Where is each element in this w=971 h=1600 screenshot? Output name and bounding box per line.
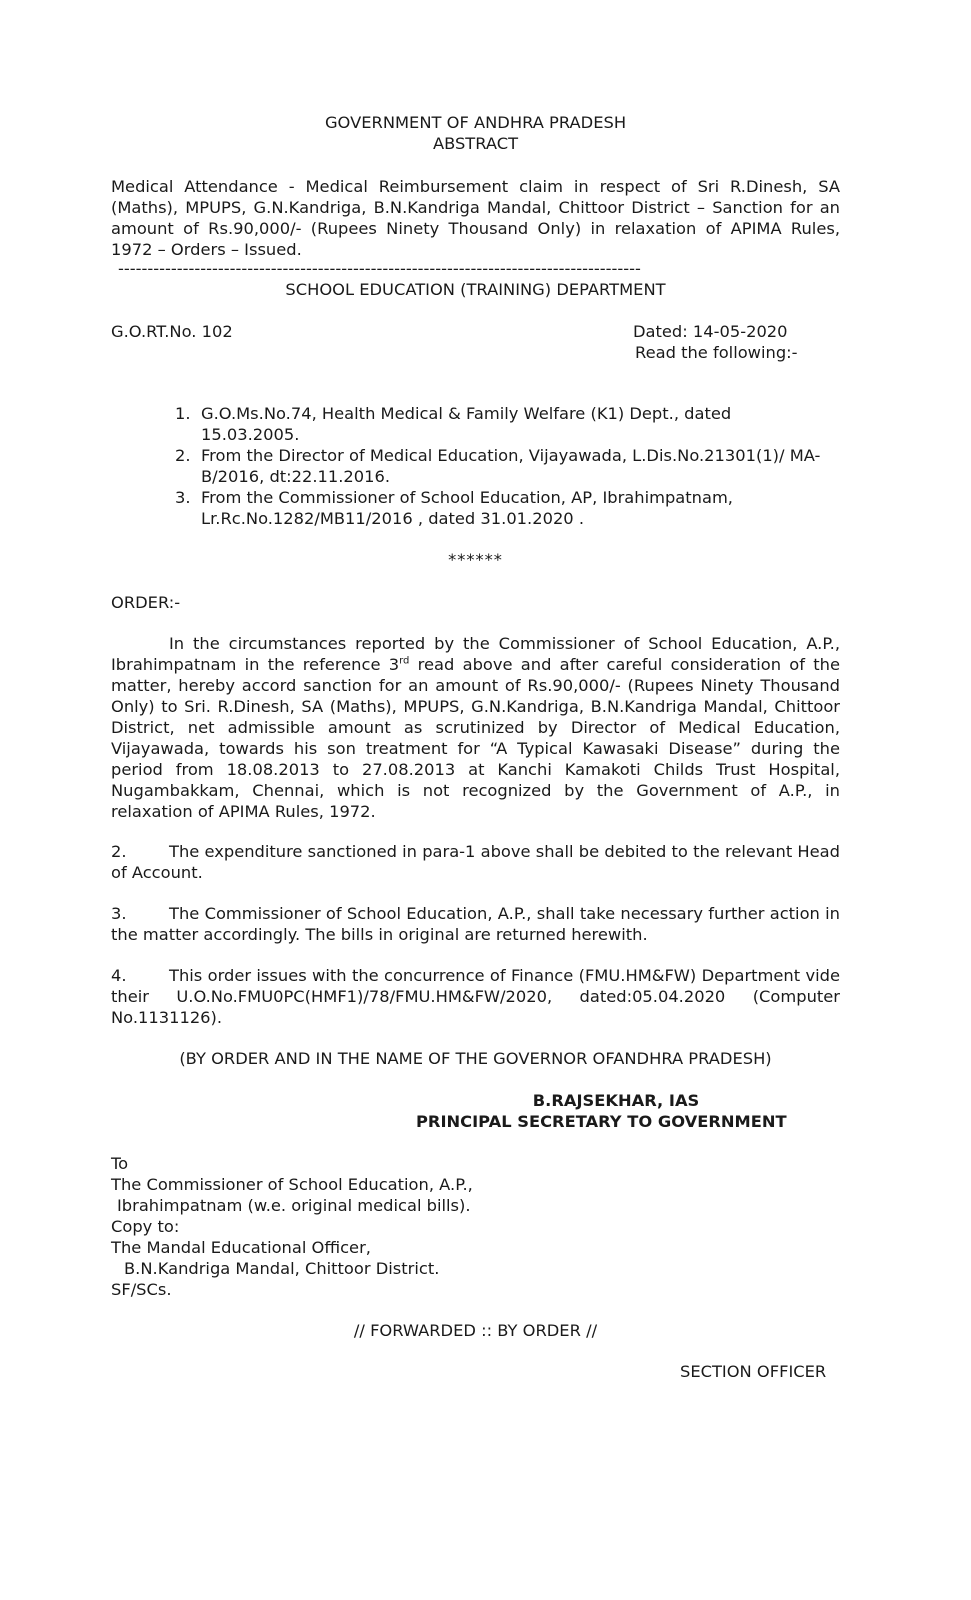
section-officer: SECTION OFFICER [680,1362,827,1381]
department-heading: SCHOOL EDUCATION (TRAINING) DEPARTMENT [285,280,666,299]
divider-line: ----------------------------------------------------------------------------------------- [118,259,641,278]
read-following: Read the following:- [635,343,798,362]
para1-text-start: In the circumstances reported by the Commissioner of School Education, A.P., Ibrahimpatnam in the reference 3 [111,634,840,674]
reference-item [175,403,825,445]
order-paragraph-3 [111,903,840,945]
reference-item [175,445,825,487]
go-number: G.O.RT.No. 102 [111,322,233,341]
forwarded-line: // FORWARDED :: BY ORDER // [353,1321,598,1340]
order-paragraph-1 [111,633,840,822]
reference-number: 2. [175,446,191,465]
para4-number: 4. [111,966,127,985]
para4-text: This order issues with the concurrence of Finance (FMU.HM&FW) Department vide their U.O.No.FMU0PC(HMF1)/78/FMU.HM&FW/2020, dated:05.04.2020 (Computer No.1131126). [111,966,840,1027]
header-abstract: ABSTRACT [432,134,519,153]
copy-addressee-line3: SF/SCs. [111,1280,172,1299]
go-date: Dated: 14-05-2020 [633,322,788,341]
order-paragraph-2 [111,841,840,883]
subject-paragraph: Medical Attendance - Medical Reimbursement claim in respect of Sri R.Dinesh, SA (Maths), MPUPS, G.N.Kandriga, B.N.Kandriga Mandal, Chittoor District – Sanction for an amount of Rs.90,000/- (Rupees Ninety Thousand Only) in relaxation of APIMA Rules, 1972 – Orders – Issued. [111,177,840,259]
order-heading: ORDER:- [111,593,181,612]
para1-text-end: read above and after careful consideration of the matter, hereby accord sanction for an amount of Rs.90,000/- (Rupees Ninety Thousand Only) to Sri. R.Dinesh, SA (Maths), MPUPS, G.N.Kandriga, B.N.Kandriga Mandal, Chittoor District, net admissible amount as scrutinized by Director of Medical Education, Vijayawada, towards his son treatment for “A Typical Kawasaki Disease” during the period from 18.08.2013 to 27.08.2013 at Kanchi Kamakoti Childs Trust Hospital, Nugambakkam, Chennai, which is not recognized by the Government of A.P., in relaxation of APIMA Rules, 1972. [111,655,840,821]
separator-stars: ****** [448,550,503,569]
signatory-name: B.RAJSEKHAR, IAS [532,1091,700,1110]
reference-text: From the Director of Medical Education, Vijayawada, L.Dis.No.21301(1)/ MA-B/2016, dt:22.11.2016. [201,446,821,486]
to-label: To [111,1154,129,1173]
reference-item [175,487,825,529]
reference-text: From the Commissioner of School Education, AP, Ibrahimpatnam, Lr.Rc.No.1282/MB11/2016 , dated 31.01.2020 . [201,488,733,528]
to-addressee-line1: The Commissioner of School Education, A.P., [111,1175,473,1194]
para2-text: The expenditure sanctioned in para-1 above shall be debited to the relevant Head of Account. [111,842,840,882]
reference-number: 3. [175,488,191,507]
copy-addressee-line2: B.N.Kandriga Mandal, Chittoor District. [124,1259,440,1278]
copy-addressee-line1: The Mandal Educational Officer, [111,1238,371,1257]
copy-to-label: Copy to: [111,1217,180,1236]
para1-superscript: rd [399,655,410,667]
order-paragraph-4 [111,965,840,1028]
para2-number: 2. [111,842,127,861]
para3-number: 3. [111,904,127,923]
signatory-title: PRINCIPAL SECRETARY TO GOVERNMENT [416,1112,787,1131]
header-government: GOVERNMENT OF ANDHRA PRADESH [324,113,627,132]
reference-text: G.O.Ms.No.74, Health Medical & Family Welfare (K1) Dept., dated 15.03.2005. [201,404,732,444]
reference-number: 1. [175,404,191,423]
reference-list [175,403,825,529]
to-addressee-line2: Ibrahimpatnam (w.e. original medical bills). [117,1196,471,1215]
para3-text: The Commissioner of School Education, A.P., shall take necessary further action in the matter accordingly. The bills in original are returned herewith. [111,904,840,944]
by-order-line: (BY ORDER AND IN THE NAME OF THE GOVERNOR OFANDHRA PRADESH) [179,1049,772,1068]
